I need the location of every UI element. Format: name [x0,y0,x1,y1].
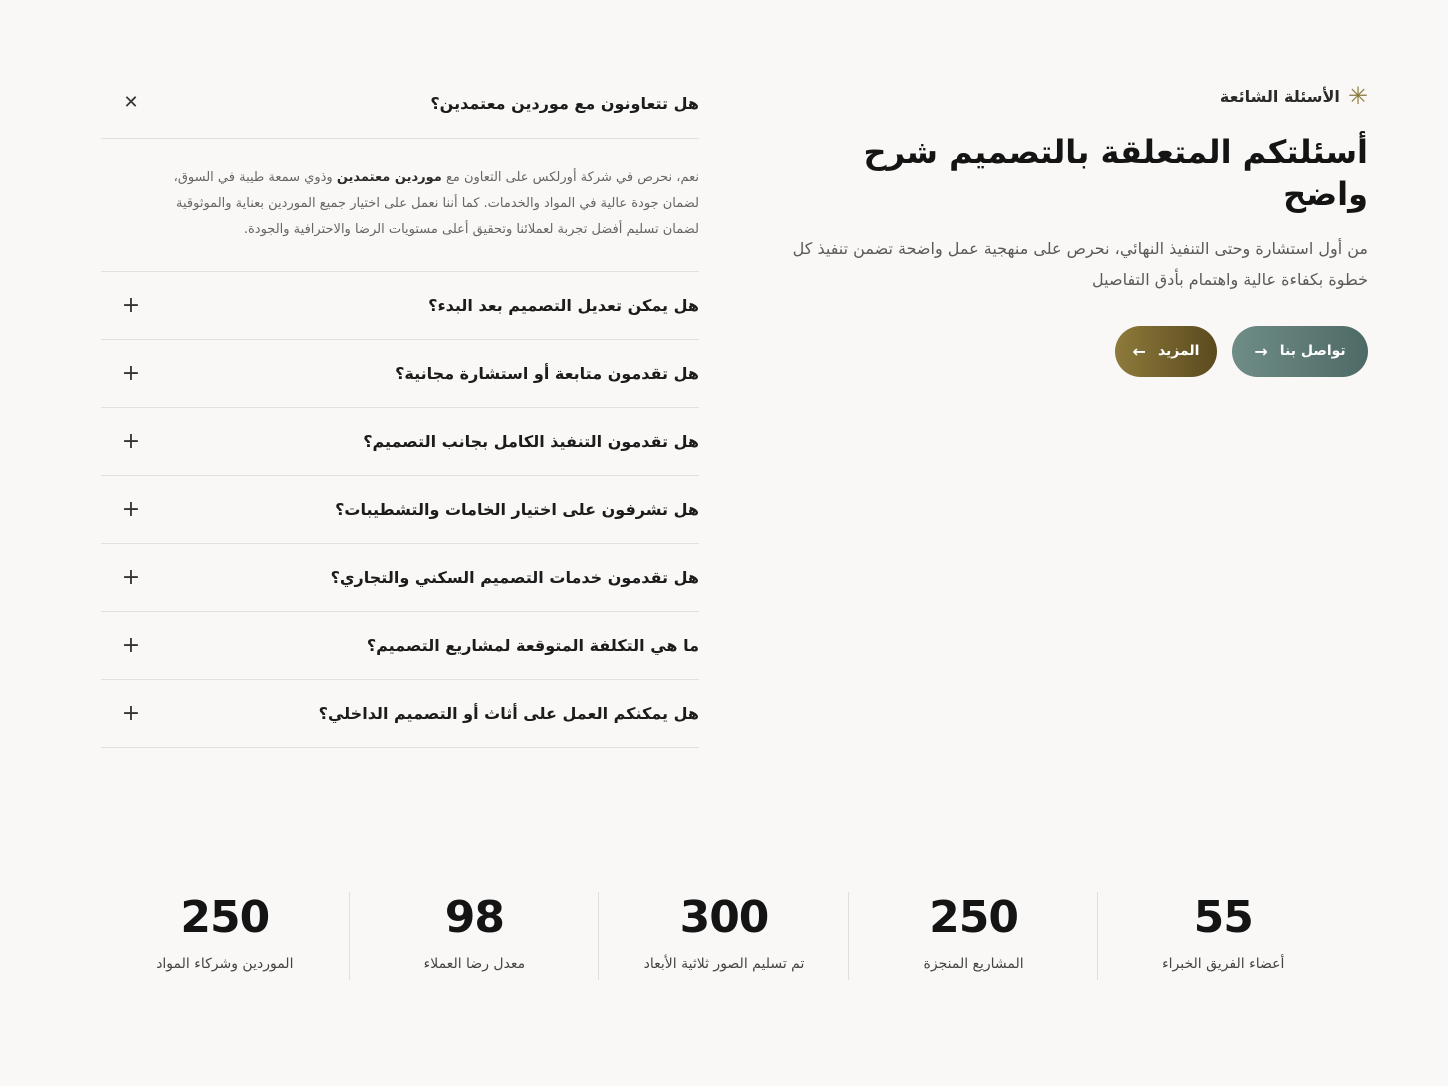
faq-question-header[interactable] [101,272,699,339]
eyebrow-label: الأسئلة الشائعة [1219,86,1340,106]
stat-value: 98 [444,892,505,943]
faq-question-header[interactable] [101,476,699,543]
faq-question-header[interactable] [101,340,699,407]
more-button[interactable] [1115,326,1217,377]
faq-answer-text: نعم، نحرص في شركة أورلكس على التعاون مع [441,170,699,185]
faq-item [101,272,699,340]
stats-row [100,890,1348,980]
stat-label: تم تسليم الصور ثلاثية الأبعاد [643,956,805,972]
faq-answer-text-rest: وذوي سمعة طيبة في السوق، لضمان جودة عالية في المواد والخدمات. كما أننا نعمل على اختيار جميع الموردين بعناية والموثوقية لضمان تسليم أفضل تجربة لعملائنا وتحقيق أعلى مستويات الرضا والاحترافية والجودة. [173,170,699,237]
stat-item [599,890,849,980]
faq-item [101,544,699,612]
faq-item [101,612,699,680]
arrow-right-icon: → [1254,341,1268,361]
faq-intro [768,84,1368,377]
arrow-left-icon: ← [1132,341,1146,361]
faq-question: هل تشرفون على اختيار الخامات والتشطيبات؟ [335,500,699,519]
stat-divider [349,892,350,980]
stat-item [1098,890,1348,980]
stat-value: 250 [180,892,270,943]
faq-item [101,408,699,476]
plus-icon[interactable]: + [121,428,141,454]
faq-question-header[interactable] [101,408,699,475]
faq-accordion [101,68,699,748]
faq-item [101,340,699,408]
faq-question-header[interactable] [101,612,699,679]
section-description: من أول استشارة وحتى التنفيذ النهائي، نحرص على منهجية عمل واضحة تضمن تنفيذ كل خطوة بكفاءة عالية واهتمام بأدق التفاصيل [792,239,1368,290]
plus-icon[interactable]: + [121,700,141,726]
faq-question: هل يمكنكم العمل على أثاث أو التصميم الداخلي؟ [318,704,699,723]
faq-answer [101,138,699,271]
plus-icon[interactable]: + [121,360,141,386]
faq-question: ما هي التكلفة المتوقعة لمشاريع التصميم؟ [366,636,699,655]
contact-button-label: تواصل بنا [1279,343,1346,360]
stat-divider [848,892,849,980]
stat-item [849,890,1099,980]
plus-icon[interactable]: + [121,292,141,318]
stat-value: 250 [929,892,1019,943]
stat-label: الموردين وشركاء المواد [156,956,294,972]
faq-question: هل تقدمون خدمات التصميم السكني والتجاري؟ [330,568,699,587]
close-icon[interactable]: ✕ [123,92,139,113]
stat-item [100,890,350,980]
faq-question-header[interactable] [101,68,699,138]
stat-label: أعضاء الفريق الخبراء [1162,956,1285,972]
faq-question-header[interactable] [101,544,699,611]
stat-label: معدل رضا العملاء [423,956,526,972]
faq-item [101,680,699,748]
faq-question: هل يمكن تعديل التصميم بعد البدء؟ [428,296,699,315]
faq-question: هل تتعاونون مع موردين معتمدين؟ [430,93,699,113]
plus-icon[interactable]: + [121,496,141,522]
faq-item-open [101,68,699,272]
faq-question: هل تقدمون التنفيذ الكامل بجانب التصميم؟ [363,432,699,451]
faq-answer-highlight: موردين معتمدين [336,170,442,185]
section-eyebrow [768,84,1368,108]
asterisk-icon: ✳ [1347,82,1368,110]
section-title: أسئلتكم المتعلقة بالتصميم شرح واضح [863,133,1368,213]
cta-row [768,326,1368,377]
stat-divider [598,892,599,980]
stat-item [350,890,600,980]
contact-button[interactable] [1232,326,1368,377]
faq-item [101,476,699,544]
stat-value: 300 [679,892,769,943]
more-button-label: المزيد [1157,343,1200,360]
plus-icon[interactable]: + [121,632,141,658]
plus-icon[interactable]: + [121,564,141,590]
stat-label: المشاريع المنجزة [923,956,1024,972]
stat-value: 55 [1193,892,1253,943]
faq-question-header[interactable] [101,680,699,747]
stat-divider [1097,892,1098,980]
faq-question: هل تقدمون متابعة أو استشارة مجانية؟ [395,364,699,383]
